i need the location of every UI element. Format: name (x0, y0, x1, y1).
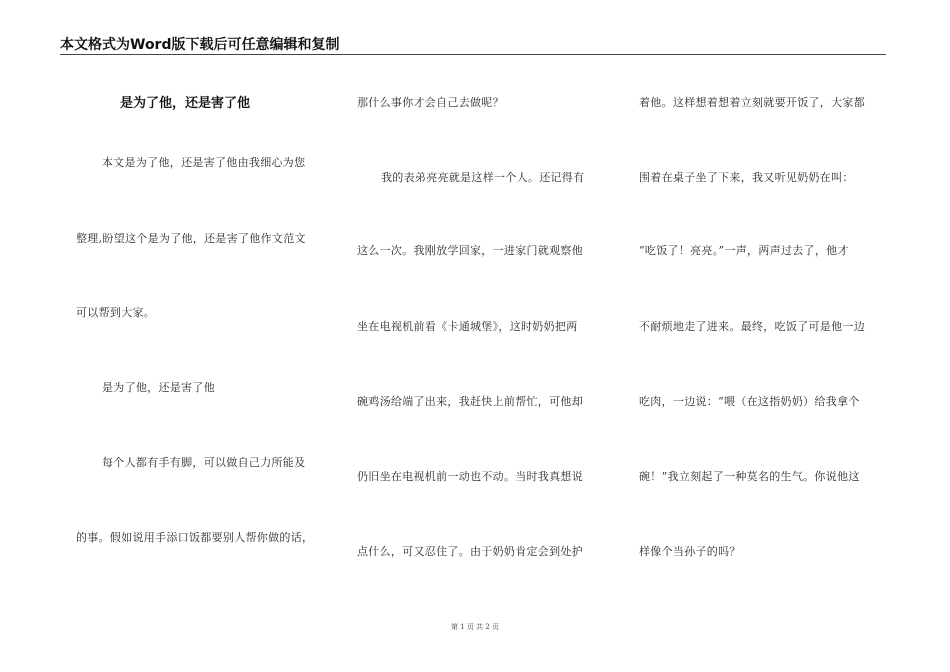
paragraph-line: 围着在桌子坐了下来，我又听见奶奶在叫： (639, 171, 854, 184)
header-divider (60, 54, 886, 55)
paragraph-line: 我的表弟亮亮就是这样一个人。还记得有 (381, 171, 585, 184)
paragraph-line: 吃肉，一边说：“喂（在这指奶奶）给我拿个 (639, 395, 860, 408)
paragraph-line: 本文是为了他，还是害了他由我细心为您 (102, 156, 306, 169)
paragraph-line: 整理,盼望这个是为了他，还是害了他作文范文 (76, 232, 306, 245)
page-indicator: 第 1 页 共 2 页 (450, 623, 500, 631)
document-title: 是为了他，还是害了他 (120, 96, 251, 111)
paragraph-line: 的事。假如说用手添口饭都要别人帮你做的话， (76, 531, 314, 544)
paragraph-line: 着他。这样想着想着立刻就要开饭了，大家都 (639, 96, 865, 109)
paragraph-line: 那什么事你才会自己去做呢？ (357, 96, 504, 109)
paragraph-line: 碗鸡汤给端了出来，我赶快上前帮忙，可他却 (357, 395, 583, 408)
paragraph-line: 仍旧坐在电视机前一动也不动。当时我真想说 (357, 470, 583, 483)
paragraph-line: 坐在电视机前看《卡通城堡》，这时奶奶把两 (357, 320, 578, 333)
paragraph-line: 样像个当孙子的吗？ (639, 545, 741, 558)
paragraph-line: 每个人都有手有脚，可以做自己力所能及 (102, 456, 306, 469)
paragraph-line: 点什么，可又忍住了。由于奶奶肯定会到处护 (357, 545, 583, 558)
paragraph-line: 碗！”我立刻起了一种莫名的生气。你说他这 (639, 470, 860, 483)
header-banner: 本文格式为Word版下载后可任意编辑和复制 (60, 37, 340, 53)
paragraph-line: 可以帮到大家。 (76, 306, 156, 319)
paragraph-line: 不耐烦地走了进来。最终，吃饭了可是他一边 (639, 320, 865, 333)
paragraph-line: 这么一次。我刚放学回家，一进家门就观察他 (357, 244, 583, 257)
paragraph-line: “吃饭了！亮亮。”一声，两声过去了，他才 (639, 244, 849, 257)
subheading-line: 是为了他，还是害了他 (102, 381, 215, 394)
